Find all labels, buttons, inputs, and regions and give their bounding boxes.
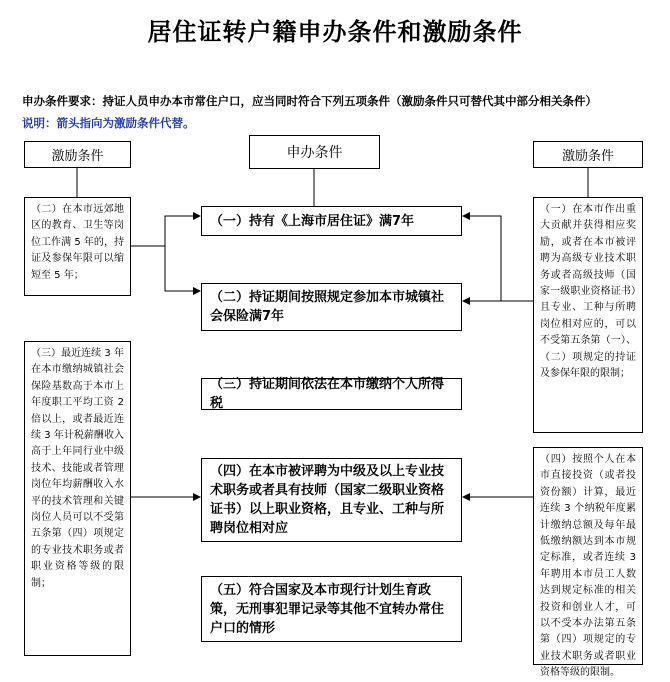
incentive-header-left [24, 141, 131, 168]
requirement-text: 申办条件要求：持证人员申办本市常住户口，应当同时符合下列五项条件（激励条件只可替代其中部分相关条件） [22, 94, 597, 108]
main-header-label: 申办条件 [286, 145, 343, 161]
left-incentive-2 [24, 197, 131, 296]
right-incentive-1 [533, 197, 643, 433]
condition-2-text: （二）持证期间按照规定参加本市城镇社会保险满7年 [210, 290, 445, 324]
left-incentive-3-text: （三）最近连续 3 年在本市缴纳城镇社会保险基数高于本市上年度职工平均工资 2 倍以上，或者最近连续 3 年计税薪酬收入高于上年同行业中级技术、技能或者管理岗位年均薪酬收入水平的技术管理和关键岗位人员可以不受第五条第（四）项规定的专业技术职务或者职业资格等级的限制； [31, 348, 124, 589]
main-header [249, 135, 380, 169]
condition-5 [201, 576, 462, 642]
condition-4 [201, 458, 462, 542]
condition-1-text: （一）持有《上海市居住证》满7年 [210, 213, 415, 229]
arrow-left-to-condition-2 [165, 246, 200, 291]
right-incentive-4-text: （四）按照个人在本市直接投资（或者投资份额）计算，最近连续 3 个纳税年度累计缴纳总额及每年最低缴纳额达到本市规定标准，或者连续 3 年聘用本市员工人数达到规定标准的相关投资和创业人才，可以不受本办法第五条第（四）项规定的专业技术职务或者职业资格等级的限制。 [540, 454, 636, 679]
page-title: 居住证转户籍申办条件和激励条件 [147, 18, 523, 46]
condition-3 [201, 378, 462, 410]
right-incentive-1-text: （一）在本市作出重大贡献并获得相应奖励，或者在本市被评聘为高级专业技术职务或者高级技师（国家一级职业资格证书）且专业、工种与所聘岗位相对应的，可以不受第五条第（一）、（二）项规定的持证及参保年限的限制； [540, 204, 636, 380]
arrow-right-to-condition-1 [463, 216, 533, 301]
legend-note: 说明：箭头指向为激励条件代替。 [22, 116, 195, 130]
incentive-header-right [533, 141, 643, 168]
incentive-header-right-label: 激励条件 [561, 149, 614, 164]
right-incentive-4 [533, 447, 643, 679]
incentive-header-left-label: 激励条件 [51, 149, 104, 164]
condition-1 [201, 206, 462, 236]
arrow-left-to-condition-1 [131, 216, 200, 246]
condition-3-text: （三）持证期间依法在本市缴纳个人所得税 [210, 377, 445, 411]
condition-2 [201, 283, 462, 331]
left-incentive-3 [24, 341, 131, 656]
condition-4-text: （四）在本市被评聘为中级及以上专业技术职务或者具有技师（国家二级职业资格证书）以上职业资格，且专业、工种与所聘岗位相对应 [210, 464, 445, 536]
condition-5-text: （五）符合国家及本市现行计划生育政策，无刑事犯罪记录等其他不宜转办常住户口的情形 [210, 582, 445, 636]
left-incentive-2-text: （二）在本市远郊地区的教育、卫生等岗位工作满 5 年的，持证及参保年限可以缩短至 5 年； [31, 204, 124, 281]
